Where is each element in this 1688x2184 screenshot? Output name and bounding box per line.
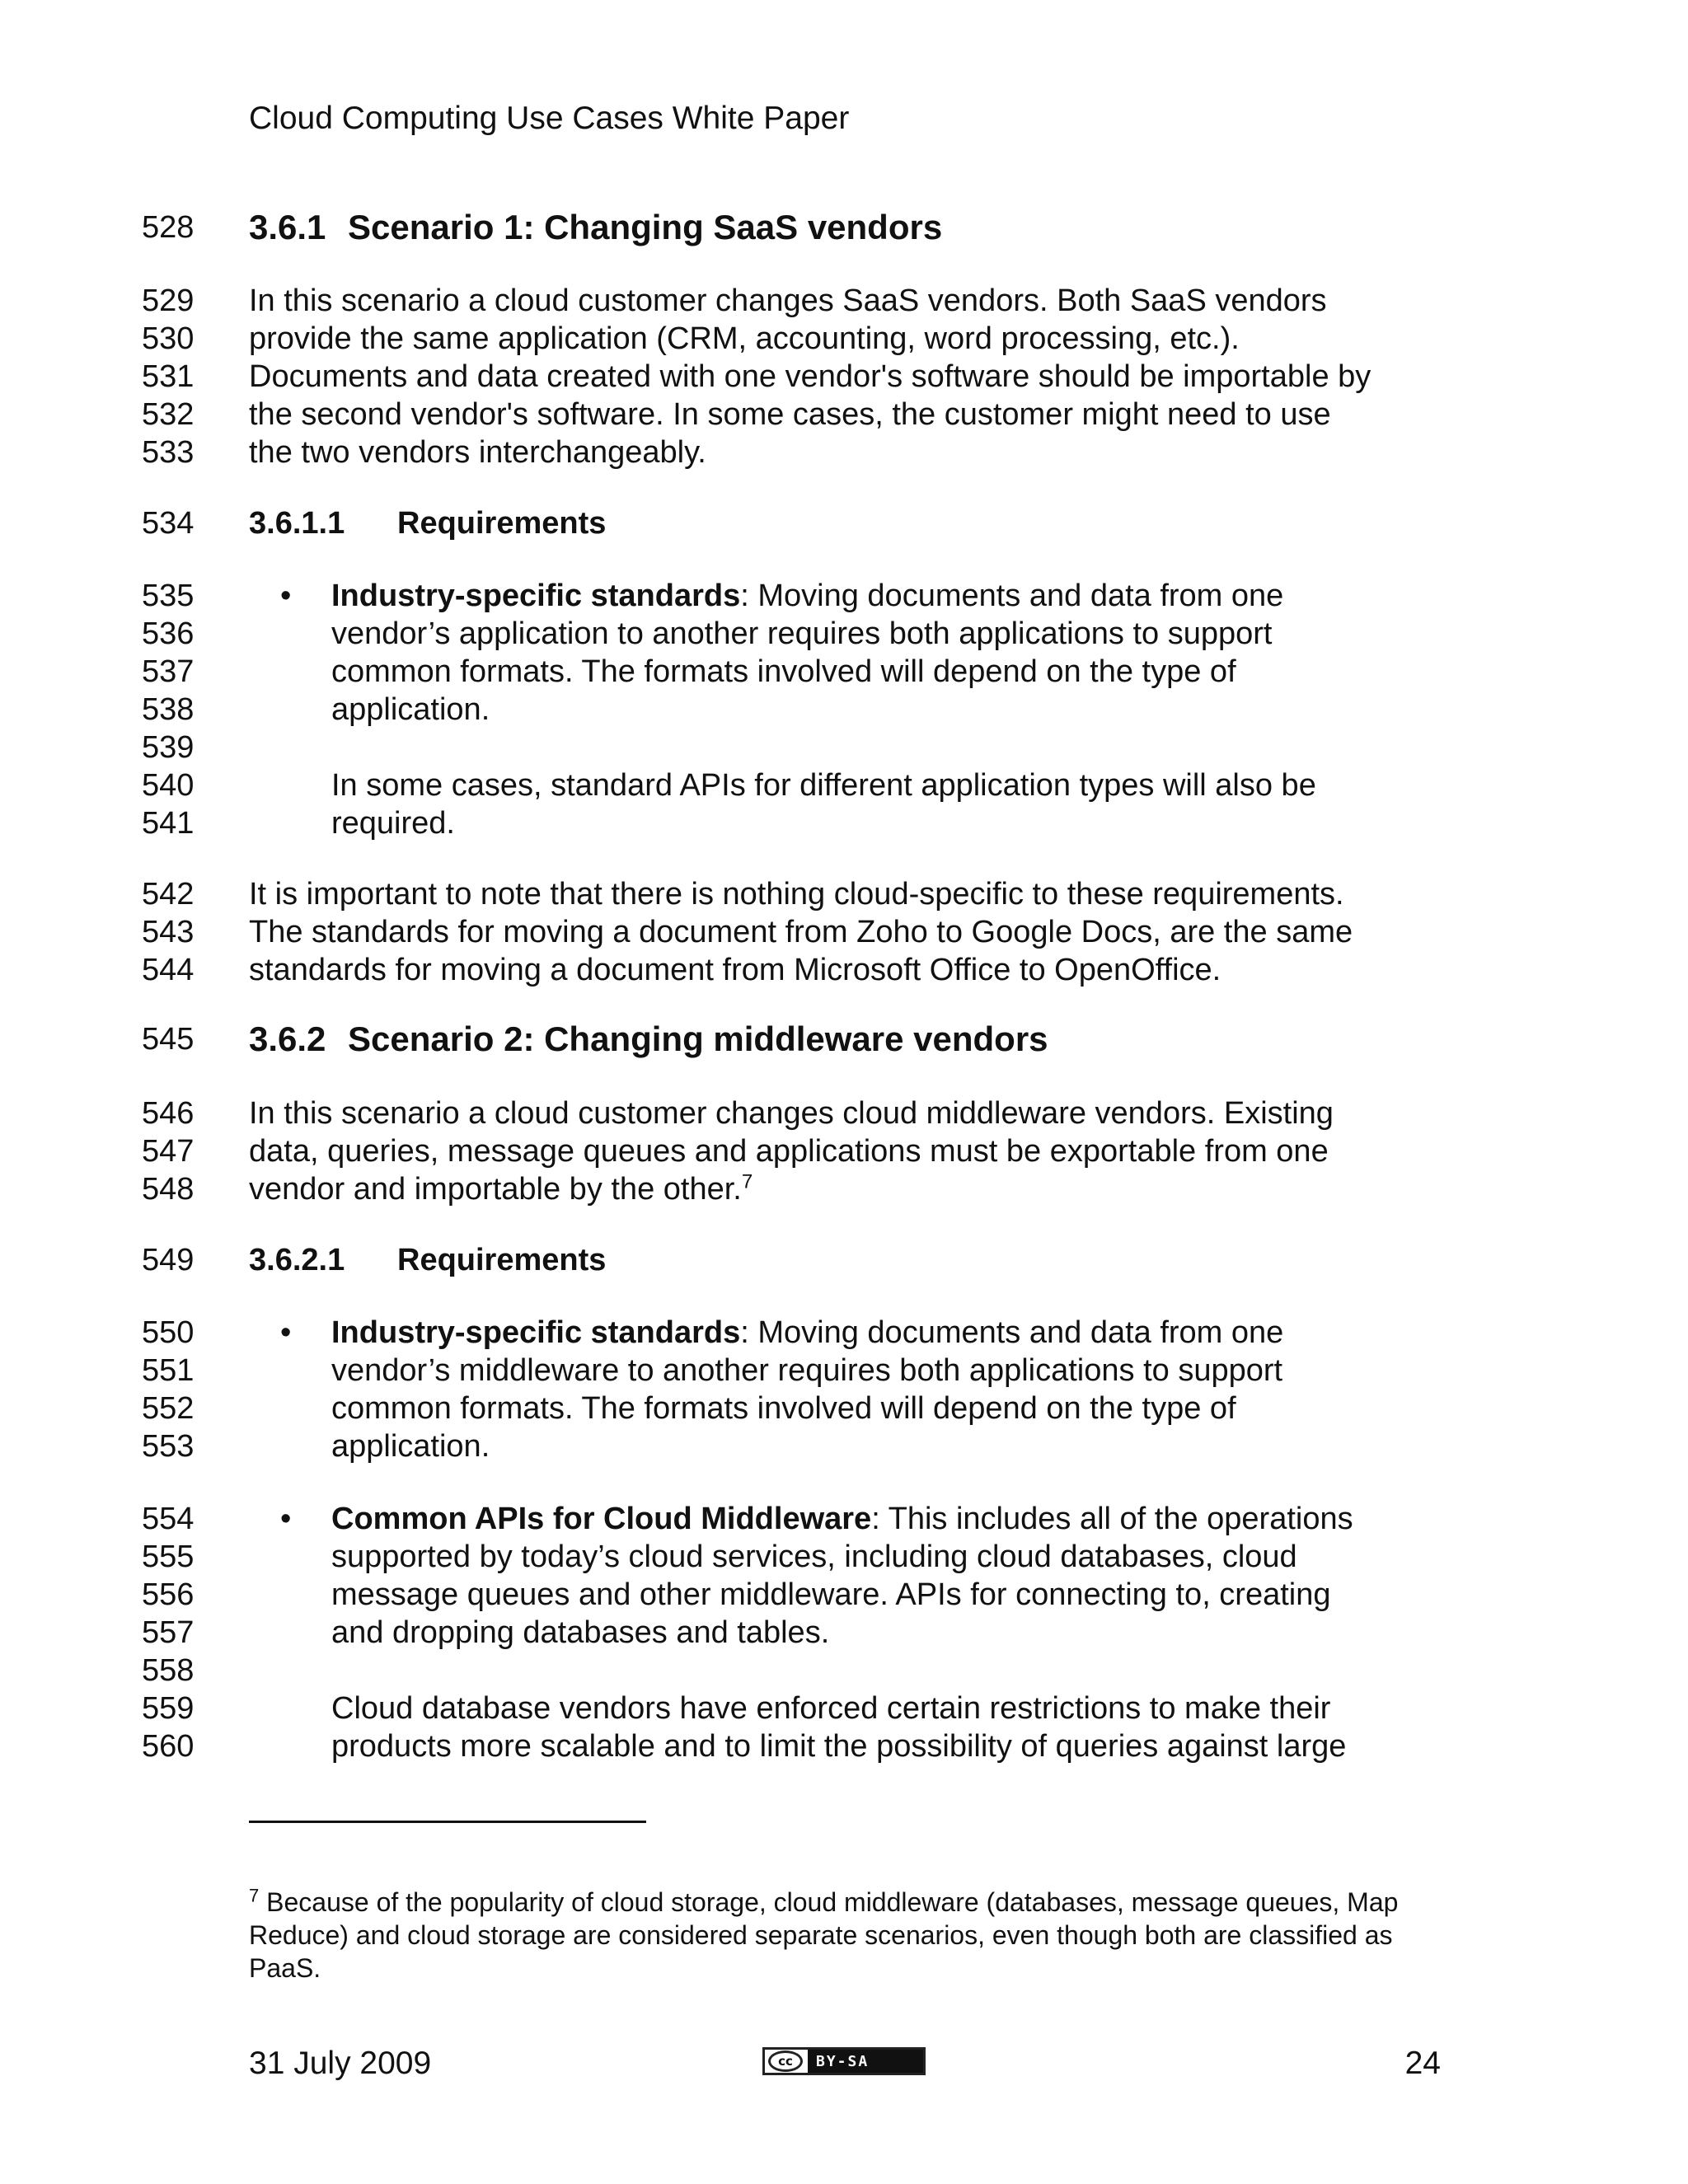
cc-license-badge[interactable] <box>762 2047 926 2075</box>
text-content: application. <box>331 692 490 727</box>
paragraph-text <box>249 1170 753 1208</box>
text-content: In this scenario a cloud customer changes SaaS vendors. Both SaaS vendors <box>249 284 1327 318</box>
paragraph-text <box>331 1427 490 1465</box>
line-number: 543 <box>142 915 195 949</box>
line-number: 542 <box>142 877 195 912</box>
text-content: the two vendors interchangeably. <box>249 435 706 470</box>
text-content: common formats. The formats involved will depend on the type of <box>331 1391 1236 1426</box>
line-number: 558 <box>142 1653 195 1688</box>
heading-number: 3.6.2.1 <box>249 1243 345 1277</box>
text-content: In some cases, standard APIs for different application types will also be <box>331 768 1316 803</box>
line-number: 550 <box>142 1315 195 1350</box>
line-number: 528 <box>142 210 195 245</box>
line-number: 547 <box>142 1134 195 1169</box>
cc-icon: cc <box>768 2050 803 2072</box>
line-number: 554 <box>142 1502 195 1536</box>
line-number: 556 <box>142 1577 195 1612</box>
bullet-term: Common APIs for Cloud Middleware <box>331 1502 872 1536</box>
text-content: products more scalable and to limit the possibility of queries against large <box>331 1729 1347 1764</box>
text-content: application. <box>331 1429 490 1464</box>
heading-title: Requirements <box>397 506 607 541</box>
bullet-text <box>331 577 1283 615</box>
page-number: 24 <box>1404 2046 1441 2081</box>
heading-number: 3.6.1.1 <box>249 506 345 541</box>
text-content: the second vendor's software. In some cases, the customer might need to use <box>249 397 1331 432</box>
line-number: 536 <box>142 616 195 651</box>
bullet-term: Industry-specific standards <box>331 1315 741 1350</box>
paragraph-text <box>331 615 1272 653</box>
subsection-heading <box>249 504 606 542</box>
bullet-icon: • <box>280 1315 292 1350</box>
paragraph-text <box>331 1352 1282 1390</box>
heading-number: 3.6.1 <box>249 208 326 246</box>
text-content: common formats. The formats involved will depend on the type of <box>331 654 1236 689</box>
line-number: 560 <box>142 1729 195 1764</box>
line-number: 557 <box>142 1615 195 1650</box>
line-number: 555 <box>142 1540 195 1574</box>
text-content: message queues and other middleware. APIs for connecting to, creating <box>331 1577 1331 1612</box>
line-number: 539 <box>142 730 195 765</box>
line-number: 549 <box>142 1243 195 1277</box>
line-number: 534 <box>142 506 195 541</box>
line-number: 529 <box>142 284 195 318</box>
line-number: 531 <box>142 359 195 394</box>
footnote-separator <box>249 1821 646 1823</box>
text-content: Cloud database vendors have enforced certain restrictions to make their <box>331 1691 1331 1726</box>
line-number: 548 <box>142 1172 195 1207</box>
section-heading <box>249 1020 1048 1058</box>
heading-title: Scenario 1: Changing SaaS vendors <box>348 208 943 246</box>
line-number: 545 <box>142 1022 195 1057</box>
line-number: 541 <box>142 806 195 841</box>
line-number: 533 <box>142 435 195 470</box>
bullet-text <box>331 1314 1283 1352</box>
running-header: Cloud Computing Use Cases White Paper <box>249 101 850 136</box>
line-number: 537 <box>142 654 195 689</box>
paragraph-text <box>331 691 490 729</box>
bullet-description: : This includes all of the operations <box>871 1502 1353 1536</box>
paragraph-text <box>249 1132 1329 1170</box>
line-number: 535 <box>142 579 195 613</box>
line-number: 553 <box>142 1429 195 1464</box>
line-number: 540 <box>142 768 195 803</box>
bullet-description: : Moving documents and data from one <box>740 579 1284 613</box>
line-number: 546 <box>142 1096 195 1131</box>
footnote-mark: 7 <box>249 1885 260 1906</box>
paragraph-text <box>331 653 1236 691</box>
cc-license-label: BY-SA <box>808 2050 923 2073</box>
bullet-text <box>331 1500 1353 1538</box>
paragraph-text <box>331 1390 1236 1427</box>
bullet-term: Industry-specific standards <box>331 579 741 613</box>
text-content: and dropping databases and tables. <box>331 1615 830 1650</box>
heading-number: 3.6.2 <box>249 1019 326 1058</box>
paragraph-text <box>331 1576 1331 1614</box>
text-content: supported by today’s cloud services, including cloud databases, cloud <box>331 1540 1297 1574</box>
paragraph-text <box>331 1614 829 1652</box>
line-number: 530 <box>142 321 195 356</box>
footnote-reference[interactable]: 7 <box>741 1170 753 1193</box>
text-content: In this scenario a cloud customer changes cloud middleware vendors. Existing <box>249 1096 1334 1131</box>
text-content: standards for moving a document from Microsoft Office to OpenOffice. <box>249 953 1221 987</box>
paragraph-text <box>331 804 455 842</box>
bullet-icon: • <box>280 1502 292 1536</box>
paragraph-text <box>249 358 1371 396</box>
footnote <box>249 1886 1452 1985</box>
paragraph-text <box>249 875 1344 913</box>
footer-date: 31 July 2009 <box>249 2046 432 2081</box>
paragraph-text <box>331 1690 1330 1727</box>
text-content: vendor’s middleware to another requires both applications to support <box>331 1353 1283 1388</box>
paragraph-text <box>249 913 1353 951</box>
paragraph-text <box>331 766 1316 804</box>
text-content: vendor and importable by the other. <box>249 1172 742 1207</box>
paragraph-text <box>249 951 1221 989</box>
text-content: The standards for moving a document from Zoho to Google Docs, are the same <box>249 915 1353 949</box>
paragraph-text <box>249 282 1327 320</box>
text-content: data, queries, message queues and applications must be exportable from one <box>249 1134 1329 1169</box>
bullet-description: : Moving documents and data from one <box>740 1315 1284 1350</box>
text-content: Documents and data created with one vendor's software should be importable by <box>249 359 1372 394</box>
line-number: 551 <box>142 1353 195 1388</box>
line-number: 532 <box>142 397 195 432</box>
subsection-heading <box>249 1241 606 1279</box>
bullet-icon: • <box>280 579 292 613</box>
text-content: vendor’s application to another requires both applications to support <box>331 616 1273 651</box>
line-number: 544 <box>142 953 195 987</box>
section-heading <box>249 209 942 246</box>
paragraph-text <box>249 396 1331 434</box>
line-number: 552 <box>142 1391 195 1426</box>
footnote-text: Because of the popularity of cloud storage, cloud middleware (databases, message queues, Map Reduce) and cloud storage are considered separate scenarios, even though both are classified as PaaS. <box>249 1887 1399 1983</box>
paragraph-text <box>249 1094 1334 1132</box>
text-content: required. <box>331 806 455 841</box>
paragraph-text <box>249 434 706 471</box>
text-content: It is important to note that there is nothing cloud-specific to these requirements. <box>249 877 1344 912</box>
line-number: 559 <box>142 1691 195 1726</box>
paragraph-text <box>331 1727 1346 1765</box>
line-number: 538 <box>142 692 195 727</box>
heading-title: Requirements <box>397 1243 607 1277</box>
text-content: provide the same application (CRM, accounting, word processing, etc.). <box>249 321 1240 356</box>
paragraph-text <box>331 1538 1297 1576</box>
heading-title: Scenario 2: Changing middleware vendors <box>348 1019 1048 1058</box>
paragraph-text <box>249 320 1240 358</box>
